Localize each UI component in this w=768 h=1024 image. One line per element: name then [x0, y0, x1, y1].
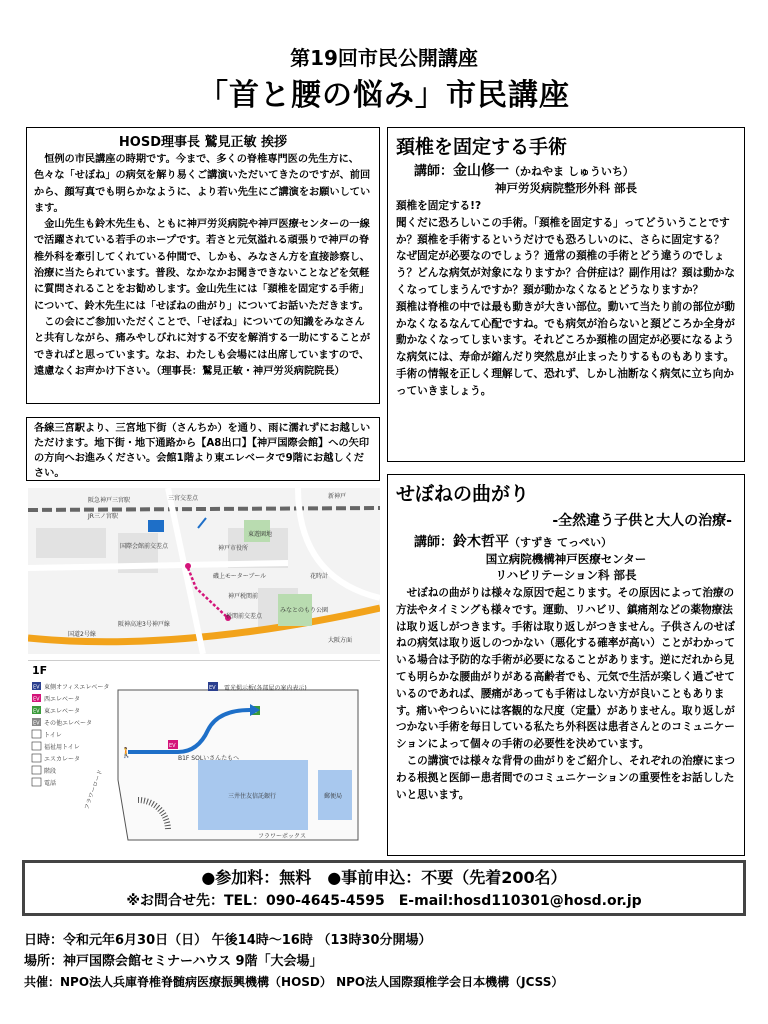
legend-label: 東側オフィスエレベータ — [44, 684, 110, 691]
map-label: 国道2号線 — [68, 631, 96, 638]
lecture-2-paragraph: せぼねの曲がりは様々な原因で起こります。その原因によって治療の方法やタイミングも様々です。運動、リハビリ、鎮痛剤などの薬物療法は取り返しがつきます。手術は取り返しがつきません。子供さんのせぼねの病気は取り返しのつかない（悪化する確率が高い）ことがわかっている場合は予防的な手術が必要になることがあります。逆にだれから見ても明らかな腰曲がりがある高齢者でも、元気で生活が楽しく過ごせているのであれば、腰痛があっても手術はしない方が良いこともあります。痛いやつらいには客観的な尺度（定量）がありません。取り返しがつかない手術を毎日している私たち外科医は患者さんとのコミュニケーションによって個々の手術の必要性を決めています。 — [396, 587, 735, 751]
event-title: 「首と腰の悩み」市民講座 — [198, 78, 570, 113]
lecture-2-affiliation-2: リハビリテーション科 部長 — [495, 568, 637, 582]
speaker-name: 鈴木哲平 — [453, 534, 510, 550]
plan-label: 三井住友信託銀行 — [228, 793, 277, 800]
map-label: みなとのもり公園 — [280, 607, 329, 614]
lecture-1-affiliation: 神戸労災病院整形外科 部長 — [494, 181, 637, 195]
speaker-prefix: 講師： — [414, 164, 454, 179]
greeting-title: HOSD理事長 鷲見正敏 挨拶 — [118, 135, 288, 150]
lecture-2-title: せぼねの曲がり — [396, 483, 530, 505]
legend-label: トイレ — [44, 732, 62, 739]
access-box — [26, 417, 380, 481]
area-map — [28, 488, 380, 654]
map-label: 東遊園地 — [248, 531, 273, 538]
lecture-1-paragraph: 聞くだに恐ろしいこの手術。「頚椎を固定する」ってどういうことですか？頚椎を手術するというだけでも恐ろしいのに、さらに固定する？ — [396, 216, 730, 246]
info-box — [22, 860, 746, 916]
lecture-1-paragraph: 頚椎を固定する!? — [396, 200, 482, 212]
lecture-1-title: 頚椎を固定する手術 — [396, 136, 568, 158]
legend-label: 電話 — [44, 780, 57, 787]
lecture-2-subtitle: -全然違う子供と大人の治療- — [552, 513, 732, 529]
lecture-2-speaker — [396, 534, 736, 551]
map-label: 磯上モーターブール — [213, 573, 267, 580]
map-label: 花時計 — [310, 573, 329, 580]
speaker-name: 金山修一 — [453, 163, 510, 179]
event-date: 日時：令和元年6月30日（日） 午後14時～16時 （13時30分開場） — [24, 933, 432, 948]
svg-text:EV: EV — [33, 684, 40, 691]
legend-label: その他エレベータ — [44, 720, 93, 727]
event-details — [24, 930, 754, 993]
contact-info: ※お問合せ先：TEL：090-4645-4595 E-mail:hosd110301@hosd.or.jp — [126, 893, 642, 909]
map-label: 阪神高速3号神戸線 — [118, 621, 170, 628]
access-text: 各線三宮駅より、三宮地下街（さんちか）を通り、雨に濡れずにお越しいただけます。地下街・地下通路から【A8出口】【神戸国際会館】への矢印の方向へお進みください。会館1階より東エレベータで9階にお越しください。 — [34, 423, 371, 479]
legend-label: 福祉用トイレ — [44, 744, 80, 751]
speaker-prefix: 講師： — [414, 535, 454, 550]
event-subtitle: 第19回市民公開講座 — [290, 46, 478, 70]
lecture-2-paragraph: この講演では様々な背骨の曲がりをご紹介し、それぞれの治療にまつわる根拠と医師ー患者間でのコミュニケーションの重要性をお話ししたいと思います。 — [396, 754, 735, 801]
legend-label: エスカレータ — [44, 756, 81, 763]
greeting-box — [26, 127, 380, 404]
speaker-reading: （すずき てっぺい） — [509, 536, 612, 549]
svg-text:EV: EV — [33, 720, 40, 727]
lecture-1-paragraph: 頚椎は脊椎の中では最も動きが大きい部位。動いて当たり前の部位が動かなくなるなんて心配ですね。でも病気が治らないと頚どころか全身が動かなくなってしまいます。それどころか頚椎の固定が必要になるような病気には、寿命が縮んだり突然息が止まったりするものもあります。手術の情報を正しく理解して、恐れず、しかし油断なく病気に立ち向かっていきましょう。 — [396, 300, 735, 397]
map-label: 神戸税関前 — [228, 593, 259, 600]
legend-label: 東エレベータ — [44, 708, 81, 715]
legend-label: 階段 — [44, 768, 57, 775]
floor-plan — [28, 660, 380, 850]
svg-text:EV: EV — [33, 696, 40, 703]
speaker-reading: （かねやま しゅういち） — [509, 165, 634, 178]
plan-label: フラワーボックス — [258, 833, 306, 840]
svg-text:EV: EV — [33, 708, 40, 715]
floor-label: 1F — [32, 664, 48, 677]
map-label: 神戸市役所 — [218, 545, 249, 552]
lecture-2-box — [387, 474, 745, 856]
map-label: 税関前交差点 — [226, 613, 263, 620]
greeting-paragraph: 金山先生も鈴木先生も、ともに神戸労災病院や神戸医療センターの一線で活躍されている若手のホープです。若さと元気溢れる頑張りで神戸の脊椎外科を牽引してくれている仲間で、しかも、みなさん方を直接診察し、治療に当たられています。普段、なかなかお聞きできないことなどを気軽に質問されることをお勧めします。金山先生には「頚椎を固定する手術」について、鈴木先生には「せぼねの曲がり」についてお話いただきます。 — [34, 219, 370, 312]
lecture-2-body — [396, 585, 736, 803]
fee-info: ●参加料：無料 ●事前申込：不要（先着200名） — [201, 868, 567, 887]
lecture-1-speaker — [396, 163, 736, 180]
svg-text:EV: EV — [169, 743, 176, 749]
area-map-graphic — [28, 488, 380, 654]
map-label: 新神戸 — [328, 493, 347, 500]
event-host: 共催：NPO法人兵庫脊椎脊髄病医療振興機構（HOSD） NPO法人国際頚椎学会日本機構（JCSS） — [24, 975, 564, 989]
floor-plan-graphic — [28, 660, 380, 850]
lecture-1-paragraph: なぜ固定が必要なのでしょう？通常の頚椎の手術とどう違うのでしょう？どんな病気が対象になりますか？合併症は？副作用は？頚は動かなくなってしまうんですか？頚が動かなくなるとどうなりますか？ — [396, 250, 735, 296]
svg-text:EV: EV — [209, 685, 216, 691]
plan-label: フラワーロード — [83, 768, 105, 811]
map-label: 阪急神戸三宮駅 — [88, 497, 131, 504]
lecture-1-body — [396, 198, 736, 400]
lecture-1-box — [387, 127, 745, 462]
map-label: JR三ノ宮駅 — [88, 513, 118, 520]
svg-text:🚶: 🚶 — [120, 748, 133, 759]
plan-label: 郵便局 — [324, 793, 343, 800]
lecture-2-affiliation-1: 国立病院機構神戸医療センター — [485, 552, 647, 566]
map-label: 大阪方面 — [328, 637, 353, 644]
greeting-paragraph: 恒例の市民講座の時期です。今まで、多くの脊椎専門医の先生方に、色々な「せぼね」の病気を解り易くご講演いただいてきたのですが、前回から、顔写真でも明らかなように、より若い先生にご講演をお願いしています。 — [34, 154, 371, 214]
greeting-paragraph: この会にご参加いただくことで、「せぼね」についての知識をみなさんと共有しながら、痛みやしびれに対する不安を解消する一助にすることができればと思っています。なお、わたしも会場には出席していますので、遠慮なくお声かけ下さい。（理事長：鷲見正敏・神戸労災病院院長） — [34, 316, 371, 377]
plan-label: B1F SOLいさんたもへ — [178, 755, 240, 762]
map-label: 三宮交差点 — [168, 495, 199, 502]
legend-label: 西エレベータ — [44, 696, 81, 703]
event-venue: 場所：神戸国際会館セミナーハウス 9階「大会場」 — [24, 954, 323, 969]
plan-label: 電光掲示板(各部屋の案内表示) — [224, 685, 307, 692]
map-label: 国際会館前交差点 — [120, 543, 169, 550]
